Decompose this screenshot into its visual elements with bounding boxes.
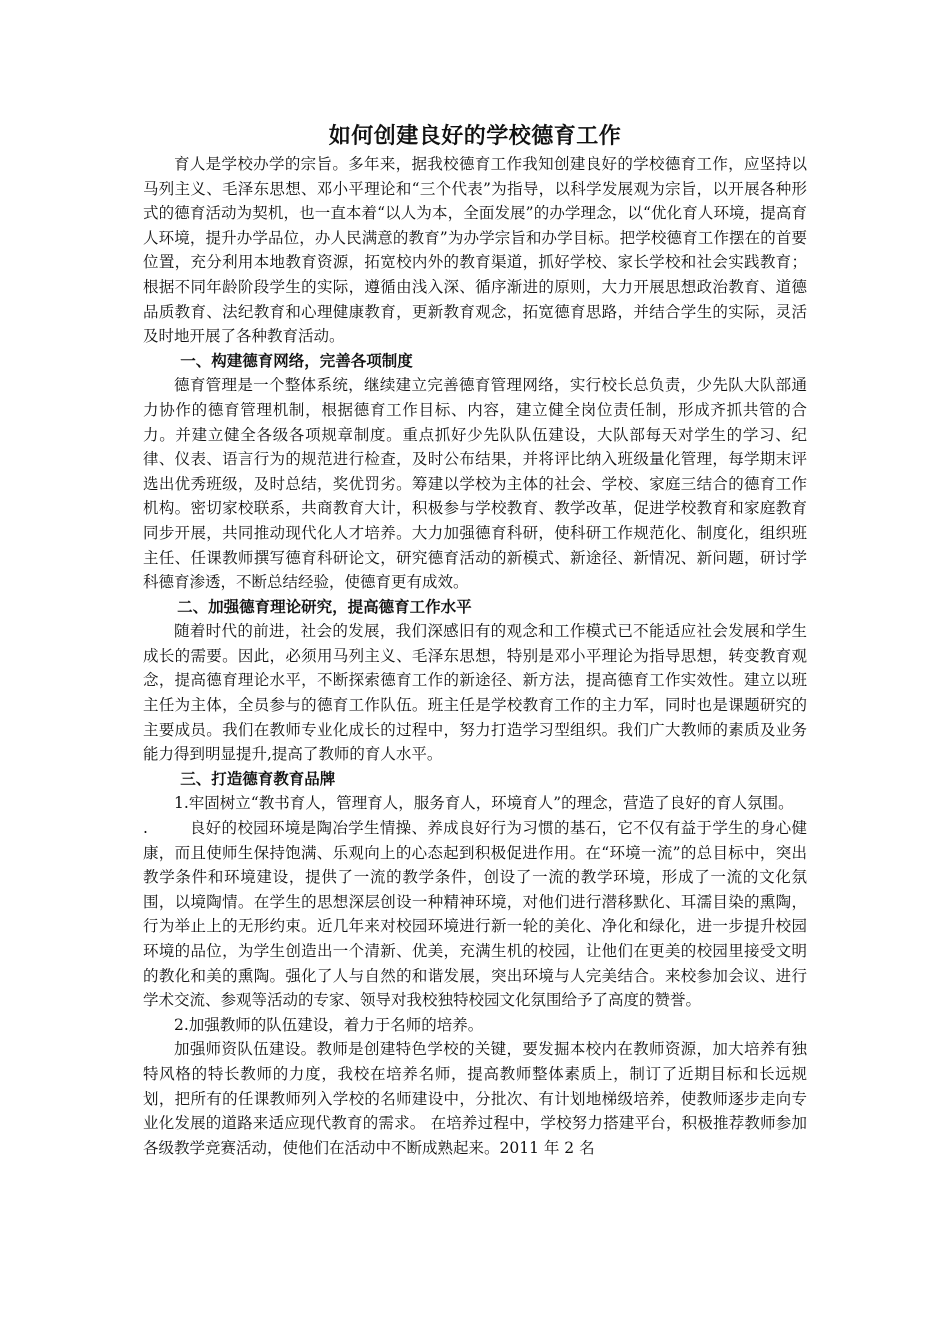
section-heading-2: 二、加强德育理论研究，提高德育工作水平 [177,596,472,616]
item-1-heading: 1.牢固树立“教书育人，管理育人，服务育人，环境育人”的理念，营造了良好的育人氛围。 [174,794,794,813]
document-title: 如何创建良好的学校德育工作 [328,123,622,149]
section-1-paragraph: 德育管理是一个整体系统，继续建立完善德育管理网络，实行校长总负责，少先队大队部通力协作的德育管理机制，根据德育工作目标、内容，建立健全岗位责任制，形成齐抓共管的合力。并建立健全各级各项规章制度。重点抓好少先队队伍建设，大队部每天对学生的学习、纪律、仪表、语言行为的规范进行检查，及时公布结果，并将评比纳入班级量化管理，每学期末评选出优秀班级，及时总结，奖优罚劣。筹建以学校为主体的社会、学校、家庭三结合的德育工作机构。密切家校联系，共商教育大计，积极参与学校教育、教学改革，促进学校教育和家庭教育同步开展，共同推动现代化人才培养。大力加强德育科研，使科研工作规范化、制度化，组织班主任、任课教师撰写德育科研论文，研究德育活动的新模式、新途径、新情况、新问题，研讨学科德育渗透，不断总结经验，使德育更有成效。 [143,376,807,592]
stray-dot-marker: . [143,819,148,838]
section-2-paragraph: 随着时代的前进，社会的发展，我们深感旧有的观念和工作模式已不能适应社会发展和学生成长的需要。因此，必须用马列主义、毛泽东思想，特别是邓小平理论为指导思想，转变教育观念，提高德育理论水平，不断探索德育工作的新途径、新方法，提高德育工作实效性。建立以班主任为主体，全员参与的德育工作队伍。班主任是学校教育工作的主力军，同时也是课题研究的主要成员。我们在教师专业化成长的过程中，努力打造学习型组织。我们广大教师的素质及业务能力得到明显提升,提高了教师的育人水平。 [143,622,807,764]
intro-paragraph: 育人是学校办学的宗旨。多年来，据我校德育工作我知创建良好的学校德育工作，应坚持以马列主义、毛泽东思想、邓小平理论和“三个代表”为指导，以科学发展观为宗旨，以开展各种形式的德育活动为契机，也一直本着“以人为本，全面发展”的办学理念，以“优化育人环境，提高育人环境，提升办学品位，办人民满意的教育”为办学宗旨和办学目标。把学校德育工作摆在的首要位置，充分利用本地教育资源，拓宽校内外的教育渠道，抓好学校、家长学校和社会实践教育；根据不同年龄阶段学生的实际，遵循由浅入深、循序渐进的原则，大力开展思想政治教育、道德品质教育、法纪教育和心理健康教育，更新教育观念，拓宽德育思路，并结合学生的实际，灵活及时地开展了各种教育活动。 [143,155,807,346]
item-1-paragraph [143,816,807,1013]
section-heading-3: 三、打造德育教育品牌 [180,768,336,788]
document-content [143,120,807,1160]
section-heading-1: 一、构建德育网络，完善各项制度 [180,350,413,370]
item-1-body-text: 良好的校园环境是陶冶学生情操、养成良好行为习惯的基石，它不仅有益于学生的身心健康，而且使师生保持饱满、乐观向上的心态起到积极促进作用。在“环境一流”的总目标中，突出教学条件和环境建设，提供了一流的教学条件，创设了一流的教学环境，形成了一流的文化氛围，以境陶情。在学生的思想深层创设一种精神环境，对他们进行潜移默化、耳濡目染的熏陶，行为举止上的无形约束。近几年来对校园环境进行新一轮的美化、净化和绿化，进一步提升校园环境的品位，为学生创造出一个清新、优美，充满生机的校园，让他们在更美的校园里接受文明的教化和美的熏陶。强化了人与自然的和谐发展，突出环境与人完美结合。来校参加会议、进行学术交流、参观等活动的专家、领导对我校独特校园文化氛围给予了高度的赞誉。 [143,819,807,1010]
item-2-heading: 2.加强教师的队伍建设，着力于名师的培养。 [174,1015,484,1034]
item-2-paragraph: 加强师资队伍建设。教师是创建特色学校的关键，要发掘本校内在教师资源，加大培养有独特风格的特长教师的力度，我校在培养名师，提高教师整体素质上，制订了近期目标和长远规划，把所有的任课教师列入学校的名师建设中，分批次、有计划地梯级培养，使教师逐步走向专业化发展的道路来适应现代教育的需求。 在培养过程中，学校努力搭建平台，积极推荐教师参加各级教学竞赛活动，使他们在活动中不断成熟起来。2011 年 2 名 [143,1040,807,1157]
